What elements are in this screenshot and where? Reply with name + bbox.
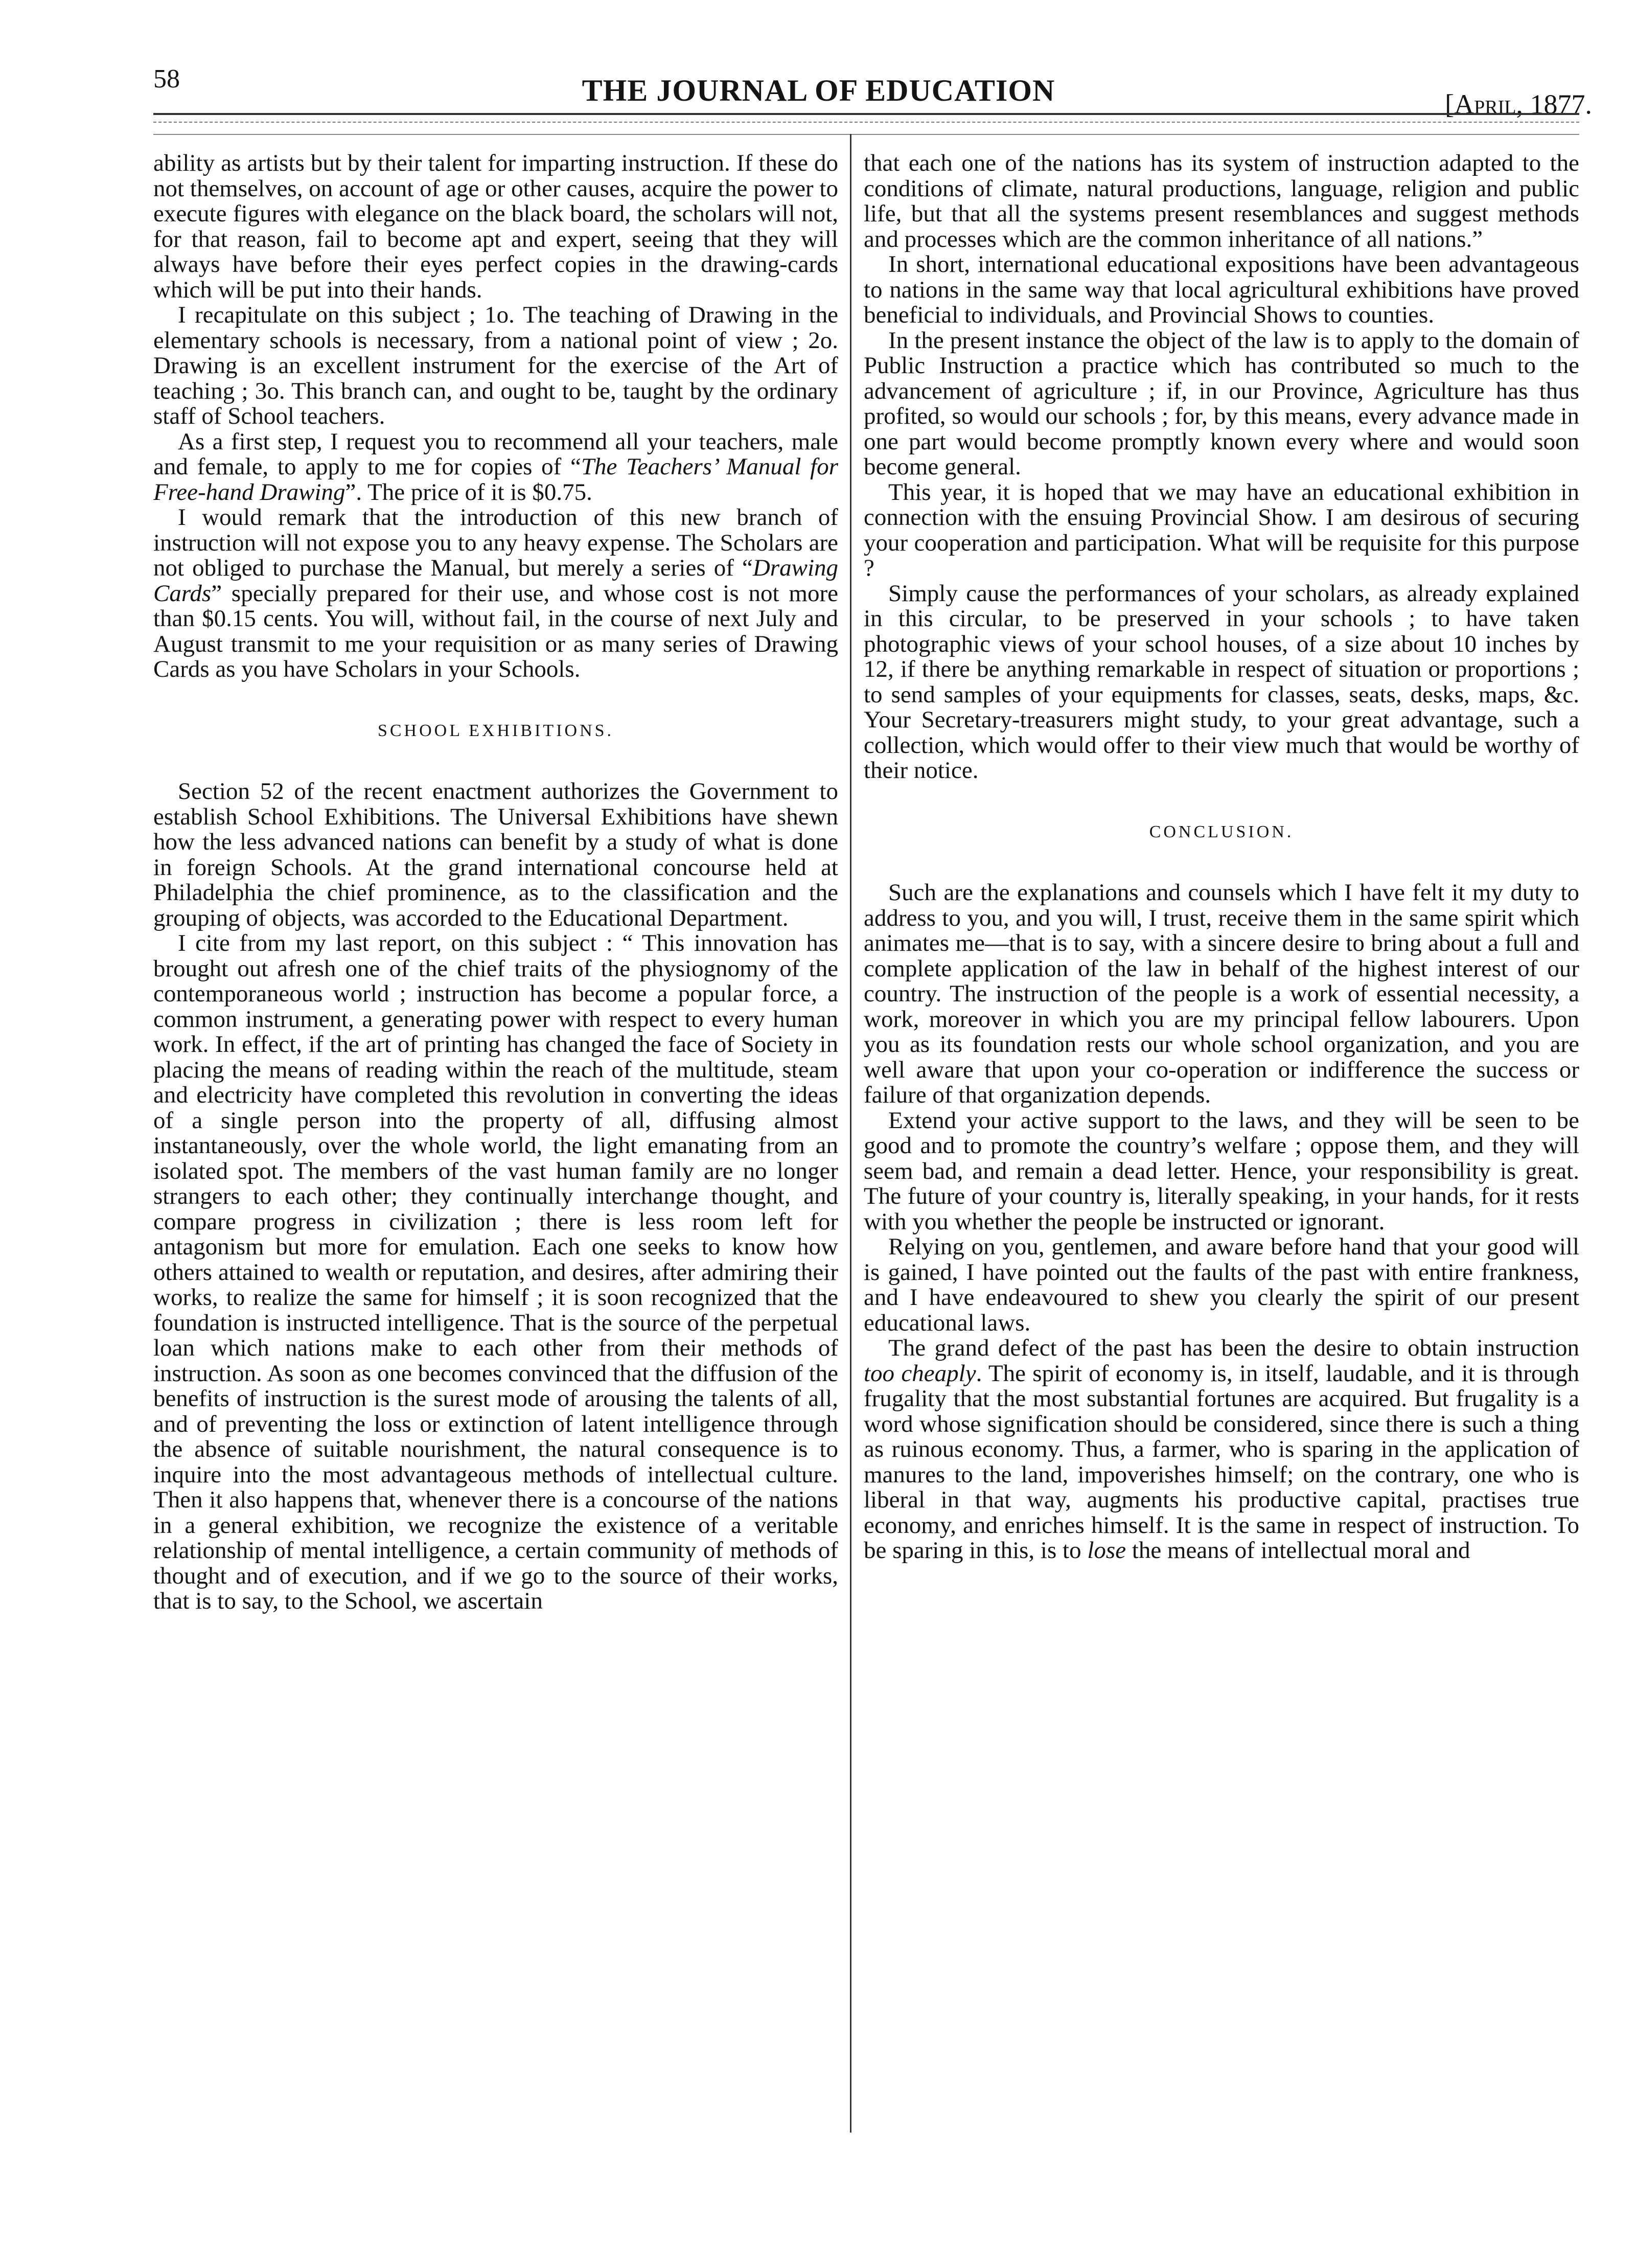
paragraph <box>864 1336 1579 1564</box>
page-number: 58 <box>153 64 180 94</box>
paragraph: Section 52 of the recent enactment authorizes the Government to establish School Exhibitions. The Universal Exhibitions have shewn how the less advanced nations can benefit by a study of what is done in foreign Schools. At the grand international concourse held at Philadelphia the chief prominence, as to the classification and the grouping of objects, was accorded to the Educational Department. <box>153 778 838 931</box>
paragraph <box>153 505 838 682</box>
issue-date: [April, 1877. <box>1445 89 1592 120</box>
header-rule <box>153 113 1579 115</box>
text-run: I would remark that the introduction of this new branch of instruction will not expose you to any heavy expense. The Scholars are not obliged to purchase the Manual, but merely a series of “ <box>153 504 838 581</box>
left-column <box>153 151 838 2195</box>
paragraph: Extend your active support to the laws, and they will be seen to be good and to promote the country’s welfare ; oppose them, and they will seem bad, and remain a dead letter. Hence, your responsibility is great. The future of your country is, literally speaking, in your hands, for it rests with you whether the people be instructed or ignorant. <box>864 1107 1579 1235</box>
journal-title: THE JOURNAL OF EDUCATION <box>582 74 1055 107</box>
emphasis-too-cheaply: too cheaply <box>864 1360 976 1387</box>
section-heading-school-exhibitions: SCHOOL EXHIBITIONS. <box>377 721 614 740</box>
text-run: ”. The price of it is $0.75. <box>345 478 592 506</box>
paragraph: This year, it is hoped that we may have an educational exhibition in connection with the ensuing Provincial Show. I am desirous of securing your cooperation and participation. What will be requisite for this purpose ? <box>864 478 1579 581</box>
paragraph: Relying on you, gentlemen, and aware before hand that your good will is gained, I have pointed out the faults of the past with entire frankness, and I have endeavoured to shew you clearly the spirit of our present educational laws. <box>864 1233 1579 1336</box>
paragraph: Simply cause the performances of your scholars, as already explained in this circular, to be preserved in your schools ; to have taken photographic views of your school houses, of a size about 10 inches by 12, if there be anything remarkable in respect of situation or proportions ; to send samples of your equipments for classes, seats, desks, maps, &c. Your Secretary-treasurers might study, to your great advantage, such a collection, which would offer to their view much that would be worthy of their notice. <box>864 580 1579 784</box>
column-divider <box>850 134 851 2133</box>
paragraph: Such are the explanations and counsels which I have felt it my duty to address to you, and you will, I trust, receive them in the same spirit which animates me—that is to say, with a sincere desire to bring about a full and complete application of the law in behalf of the highest interest of our country. The instruction of the people is a work of essential necessity, a work, moreover in which you are my principal fellow labourers. Upon you as its foundation rests our whole school organization, and you are well aware that upon your co-operation or indifference the success or failure of that organization depends. <box>864 879 1579 1108</box>
section-heading-conclusion: CONCLUSION. <box>1149 822 1294 841</box>
paragraph: I recapitulate on this subject ; 1o. The teaching of Drawing in the elementary schools is necessary, from a national point of view ; 2o. Drawing is an excellent instrument for the exercise of the Art of teaching ; 3o. This branch can, and ought to be, taught by the ordinary staff of School teachers. <box>153 302 838 429</box>
text-run: ” specially prepared for their use, and whose cost is not more than $0.15 cents. You will, without fail, in the course of next July and August transmit to me your requisition or as many series of Drawing Cards as you have Scholars in your Schools. <box>153 580 838 682</box>
drawing-cards-term: Drawing Cards <box>153 555 838 607</box>
text-run: The grand defect of the past has been the desire to obtain instruction <box>888 1335 1579 1361</box>
emphasis-lose: lose <box>1087 1537 1126 1564</box>
paragraph: that each one of the nations has its system of instruction adapted to the conditions of climate, natural productions, language, religion and public life, but that all the systems present resemblances and suggest methods and processes which are the common inheritance of all nations.” <box>864 151 1579 253</box>
text-run: As a first step, I request you to recommend all your teachers, male and female, to apply to me for copies of “ <box>153 428 838 480</box>
paragraph: In the present instance the object of the law is to apply to the domain of Public Instruction a practice which has contributed so much to the advancement of agriculture ; if, in our Province, Agriculture has thus profited, so would our schools ; for, by this means, every advance made in one part would become promptly known every where and would soon become general. <box>864 327 1579 480</box>
paragraph: I cite from my last report, on this subject : “ This innovation has brought out afresh one of the chief traits of the physiognomy of the contemporaneous world ; instruction has become a popular force, a common instrument, a generating power with respect to every human work. In effect, if the art of printing has changed the face of Society in placing the means of reading within the reach of the multitude, steam and electricity have completed this revolution in converting the ideas of a single person into the property of all, diffusing almost instantaneously, over the whole world, the light emanating from an isolated spot. The members of the vast human family are no longer strangers to each other; they continually interchange thought, and compare progress in civilization ; there is less room left for antagonism but more for emulation. Each one seeks to know how others attained to wealth or reputation, and desires, after admiring their works, to realize the same for himself ; it is soon recognized that the foundation is instructed intelligence. That is the source of the perpetual loan which nations make to each other from their methods of instruction. As soon as one becomes convinced that the diffusion of the benefits of instruction is the surest mode of arousing the talents of all, and of preventing the loss or extinction of latent intelligence through the absence of suitable nourishment, the natural consequence is to inquire into the most advantageous methods of intellectual culture. Then it also happens that, whenever there is a concourse of the nations in a general exhibition, we recognize the existence of a veritable relationship of mental intelligence, a certain community of methods of thought and of execution, and if we go to the source of their works, that is to say, to the School, we ascertain <box>153 930 838 1614</box>
right-column <box>864 151 1579 2195</box>
text-run: the means of intellectual moral and <box>1126 1537 1470 1564</box>
text-run: . The spirit of economy is, in itself, laudable, and it is through frugality that the most substantial fortunes are acquired. But frugality is a word whose signification should be considered, since there is such a thing as ruinous economy. Thus, a farmer, who is sparing in the application of manures to the land, impoverishes himself; on the contrary, one who is liberal in that way, augments his productive capital, practises true economy, and enriches himself. It is the same in respect of instruction. To be sparing in this, is to <box>864 1360 1579 1564</box>
header-rule-dashed <box>153 122 1579 123</box>
paragraph: In short, international educational expositions have been advantageous to nations in the same way that local agricultural exhibitions have proved beneficial to individuals, and Provincial Shows to counties. <box>864 251 1579 328</box>
paragraph: ability as artists but by their talent for imparting instruction. If these do not themselves, on account of age or other causes, acquire the power to execute figures with elegance on the black board, the scholars will not, for that reason, fail to become apt and expert, seeing that they will always have before their eyes perfect copies in the drawing-cards which will be put into their hands. <box>153 151 838 303</box>
paragraph <box>153 429 838 506</box>
manual-title: The Teachers’ Manual for Free-hand Drawing <box>153 453 838 506</box>
column-top-rule <box>153 134 1579 135</box>
